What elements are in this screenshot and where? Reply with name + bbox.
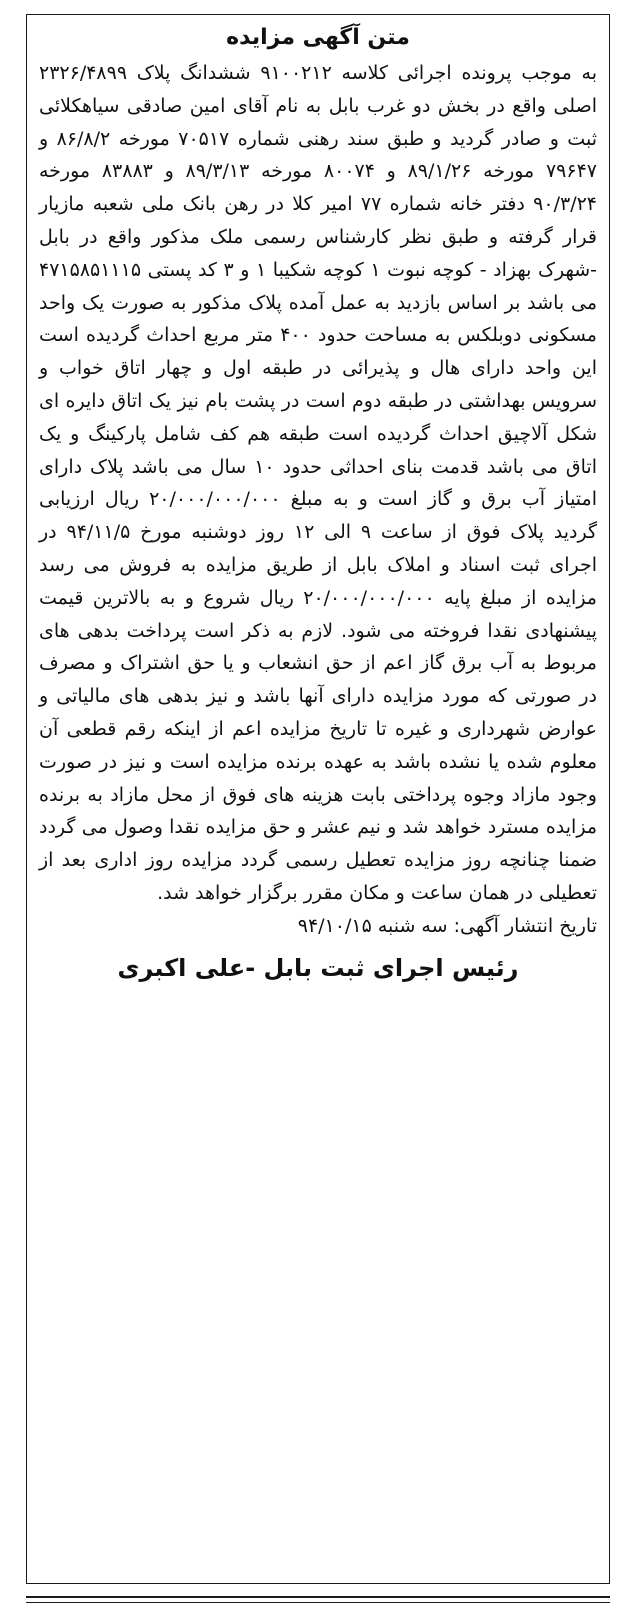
bottom-divider [26, 1596, 610, 1598]
auction-notice [26, 14, 610, 1584]
notice-signature: رئیس اجرای ثبت بابل -علی اکبری [117, 953, 519, 982]
bottom-divider-thin [26, 1602, 610, 1603]
notice-title: متن آگهی مزایده [226, 25, 410, 50]
notice-body: به موجب پرونده اجرائی کلاسه ۹۱۰۰۲۱۲ ششدانگ پلاک ۲۳۲۶/۴۸۹۹ اصلی واقع در بخش دو غرب بابل به نام آقای امین صادقی سیاهکلائی ثبت و صادر گردید و طبق سند رهنی شماره ۷۰۵۱۷ مورخه ۸۶/۸/۲ و ۷۹۶۴۷ مورخه ۸۹/۱/۲۶ و ۸۰۰۷۴ مورخه ۸۹/۳/۱۳ و ۸۳۸۸۳ مورخه ۹۰/۳/۲۴ دفتر خانه شماره ۷۷ امیر کلا در رهن بانک ملی شعبه مازیار قرار گرفته و طبق نظر کارشناس رسمی ملک مذکور واقع در بابل -شهرک بهزاد - کوچه نبوت ۱ کوچه شکیبا ۱ و ۳ کد پستی ۴۷۱۵۸۵۱۱۱۵ می باشد بر اساس بازدید به عمل آمده پلاک مذکور به صورت یک واحد مسکونی دوبلکس به مساحت حدود ۴۰۰ متر مربع احداث گردیده است این واحد دارای هال و پذیرائی در طبقه اول و چهار اتاق خواب و سرویس بهداشتی در طبقه دوم است در پشت بام نیز یک اتاق دایره ای شکل آلاچیق احداث گردیده است طبقه هم کف شامل پارکینگ و یک اتاق می باشد قدمت بنای احداثی حدود ۱۰ سال می باشد پلاک دارای امتیاز آب برق و گاز است و به مبلغ ۲۰/۰۰۰/۰۰۰/۰۰۰ ریال ارزیابی گردید پلاک فوق از ساعت ۹ الی ۱۲ روز دوشنبه مورخ ۹۴/۱۱/۵ در اجرای ثبت اسناد و املاک بابل از طریق مزایده به فروش می رسد مزایده از مبلغ پایه ۲۰/۰۰۰/۰۰۰/۰۰۰ ریال شروع و به بالاترین قیمت پیشنهادی نقدا فروخته می شود. لازم به ذکر است پرداخت بدهی های مربوط به آب برق گاز اعم از حق انشعاب و یا حق اشتراک و مصرف در صورتی که مورد مزایده دارای آنها باشد و نیز بدهی های مالیاتی و عوارض شهرداری و غیره تا تاریخ مزایده اعم از اینکه رقم قطعی آن معلوم شده یا نشده باشد به عهده برنده مزایده است و نیز در صورت وجود مازاد وجوه پرداختی بابت هزینه های فوق از محل مازاد به برنده مزایده مسترد خواهد شد و نیم عشر و حق مزایده نقدا وصول می گردد ضمنا چنانچه روز مزایده تعطیل رسمی گردد مزایده روز اداری بعد از تعطیلی در همان ساعت و مکان مقرر برگزار خواهد شد. [39, 62, 597, 904]
publication-date: تاریخ انتشار آگهی: سه شنبه ۹۴/۱۰/۱۵ [297, 914, 597, 937]
